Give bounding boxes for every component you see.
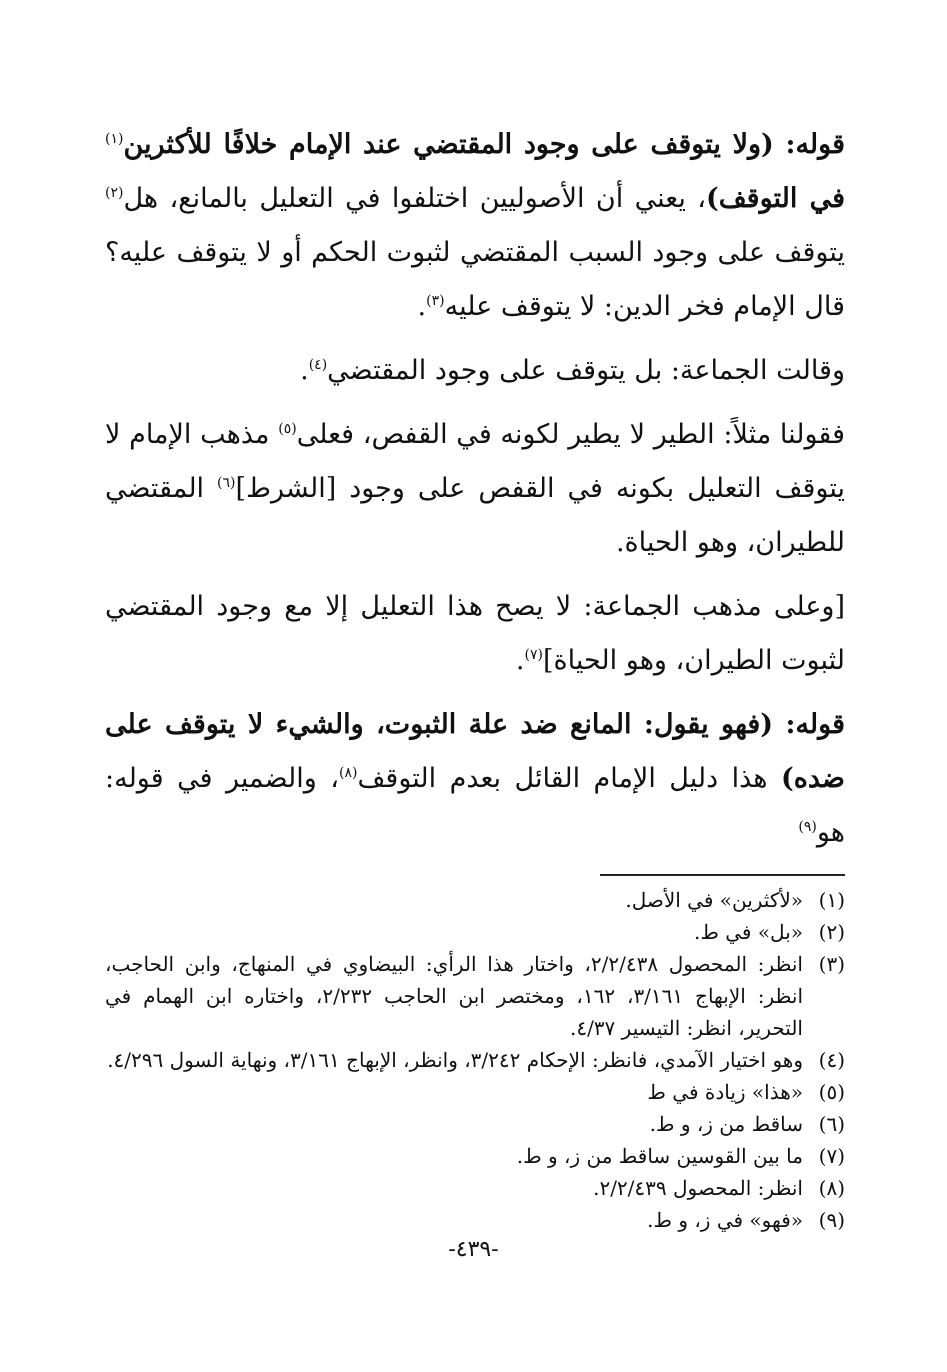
paragraph-5: [105, 698, 845, 860]
footnote-text: «فهو» في ز، و ط.: [647, 1208, 803, 1232]
footnote-number: (٢): [818, 920, 845, 944]
footnote-ref-3[interactable]: (٣): [426, 293, 445, 309]
footnote-text: ساقط من ز، و ط.: [649, 1112, 803, 1136]
footnote-ref-5[interactable]: (٥): [278, 421, 297, 437]
footnote-number: (٤): [818, 1048, 845, 1072]
footnote-ref-2[interactable]: (٢): [105, 185, 124, 201]
body-text: يتوقف على وجود السبب المقتضي لثبوت الحكم أو لا يتوقف عليه؟ قال الإمام فخر الدين: لا يتوقف عليه: [105, 237, 845, 322]
footnote-text: «هذا» زيادة في ط: [647, 1080, 803, 1104]
footnote-item: [105, 1172, 845, 1204]
body-text: مذهب الإمام لا يتوقف التعليل بكونه في القفص على وجود [الشرط]: [105, 419, 845, 504]
footnote-text: «بل» في ط.: [694, 920, 803, 944]
footnote-item: [105, 916, 845, 948]
footnote-item: [105, 948, 845, 1044]
body-text: المقتضي للطيران، وهو الحياة.: [105, 473, 845, 558]
footnote-text: انظر: المحصول ٢/٢/٤٣٨، واختار هذا الرأي: البيضاوي في المنهاج، وابن الحاجب، انظر: الإبهاج ٣/١٦١، ١٦٢، ومختصر ابن الحاجب ٢/٢٣٢، واختاره ابن الهمام في التحرير، انظر: التيسير ٤/٣٧.: [105, 952, 804, 1040]
footnote-ref-7[interactable]: (٧): [524, 647, 543, 663]
body-text: .: [515, 645, 525, 676]
quote-text: قوله: (فهو يقول: المانع ضد علة الثبوت، والشيء لا يتوقف على ضده): [105, 709, 845, 794]
footnote-item: [105, 884, 845, 916]
body-text: .: [417, 291, 427, 322]
footnote-ref-1[interactable]: (١): [105, 131, 124, 147]
quote-text: في التوقف): [705, 183, 846, 214]
footnote-number: (٧): [818, 1144, 845, 1168]
body-text: [وعلى مذهب الجماعة: لا يصح هذا التعليل إلا مع وجود المقتضي لثبوت الطيران، وهو الحياة]: [105, 591, 845, 676]
body-text: هذا دليل الإمام القائل بعدم التوقف: [357, 763, 781, 794]
paragraph-2: [105, 344, 845, 398]
body-text: ، يعني أن الأصوليين اختلفوا في التعليل بالمانع، هل: [123, 183, 706, 214]
footnote-item: [105, 1204, 845, 1236]
body-text: ، والضمير في قوله: هو: [105, 763, 845, 848]
paragraph-4: [105, 580, 845, 688]
quote-text: قوله: (ولا يتوقف على وجود المقتضي عند الإمام خلافًا للأكثرين: [123, 129, 845, 160]
footnotes-list: [105, 884, 845, 1236]
paragraph-1: [105, 118, 845, 334]
footnote-item: [105, 1140, 845, 1172]
footnote-item: [105, 1044, 845, 1076]
footnote-number: (٦): [818, 1112, 845, 1136]
page-body: [105, 118, 845, 1236]
paragraph-3: [105, 408, 845, 570]
footnote-divider: [600, 874, 845, 876]
body-text: فقولنا مثلاً: الطير لا يطير لكونه في القفص، فعلى: [296, 419, 845, 450]
body-text: .: [300, 355, 309, 386]
footnote-number: (٣): [818, 952, 845, 976]
footnote-ref-9[interactable]: (٩): [798, 819, 817, 835]
footnote-number: (٨): [818, 1176, 845, 1200]
footnote-text: انظر: المحصول ٢/٢/٤٣٩.: [593, 1176, 803, 1200]
footnote-ref-8[interactable]: (٨): [339, 765, 358, 781]
footnote-number: (٥): [818, 1080, 845, 1104]
footnote-text: «لأكثرين» في الأصل.: [625, 888, 803, 912]
page-number: -٤٣٩-: [448, 1237, 499, 1262]
footnote-text: ما بين القوسين ساقط من ز، و ط.: [516, 1144, 803, 1168]
footnote-number: (١): [818, 888, 845, 912]
body-text: وقالت الجماعة: بل يتوقف على وجود المقتضي: [327, 355, 845, 386]
footnote-item: [105, 1108, 845, 1140]
footnote-ref-6[interactable]: (٦): [217, 475, 236, 491]
footnote-item: [105, 1076, 845, 1108]
footnote-text: وهو اختيار الآمدي، فانظر: الإحكام ٣/٢٤٢، وانظر، الإبهاج ٣/١٦١، ونهاية السول ٤/٢٩٦.: [107, 1048, 803, 1072]
footnote-number: (٩): [818, 1208, 845, 1232]
footnote-ref-4[interactable]: (٤): [308, 357, 328, 373]
